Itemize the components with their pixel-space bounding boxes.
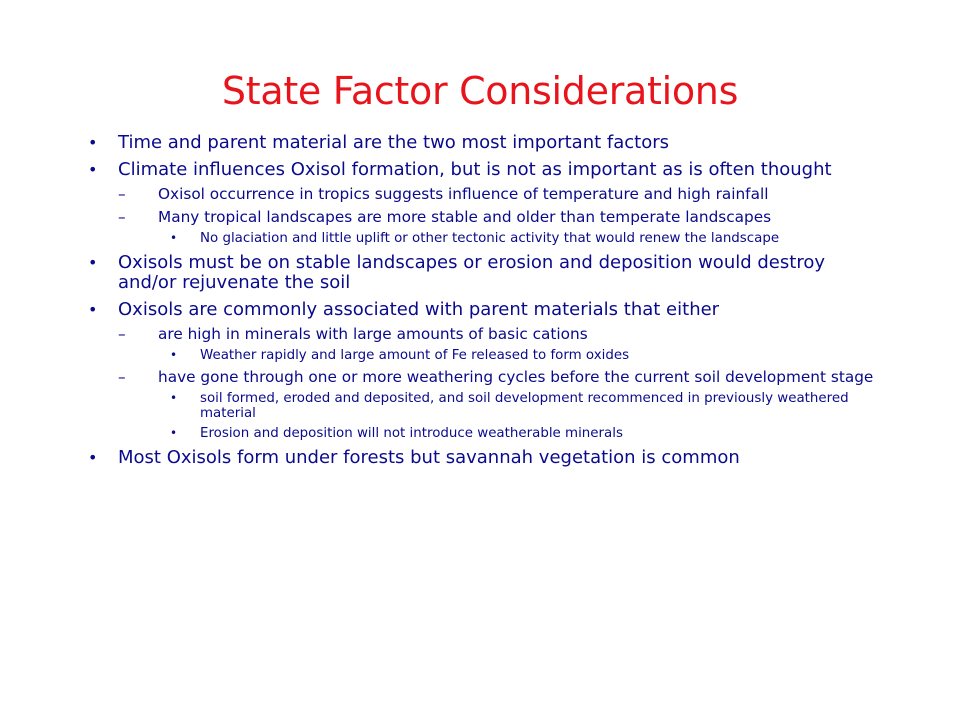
sub-bullet-item — [118, 186, 878, 203]
bullet-marker: • — [88, 300, 98, 319]
bullet-marker: • — [170, 348, 178, 362]
dash-marker: – — [118, 325, 126, 343]
sub-sub-bullet-text: soil formed, eroded and deposited, and soil development recommenced in previously weathered material — [200, 391, 849, 421]
bullet-list — [88, 126, 878, 468]
sub-sub-bullet-item — [170, 231, 878, 246]
sub-sub-bullet-item — [170, 391, 878, 421]
bullet-text: Oxisols must be on stable landscapes or erosion and deposition would destroy and/or rejuvenate the soil — [118, 252, 825, 293]
bullet-marker: • — [88, 253, 98, 272]
sub-bullet-item — [118, 369, 878, 386]
bullet-marker: • — [170, 231, 178, 245]
bullet-item — [88, 133, 878, 153]
dash-marker: – — [118, 185, 126, 203]
sub-sub-bullet-item — [170, 426, 878, 441]
sub-bullet-text: Many tropical landscapes are more stable and older than temperate landscapes — [158, 208, 772, 226]
dash-marker: – — [118, 208, 126, 226]
bullet-text: Climate influences Oxisol formation, but is not as important as is often thought — [118, 159, 832, 180]
bullet-marker: • — [88, 448, 98, 467]
sub-bullet-item — [118, 209, 878, 226]
sub-sub-bullet-text: No glaciation and little uplift or other tectonic activity that would renew the landscape — [200, 231, 780, 246]
slide-title: State Factor Considerations — [221, 69, 739, 113]
bullet-text: Most Oxisols form under forests but savannah vegetation is common — [118, 447, 740, 468]
bullet-marker: • — [88, 160, 98, 179]
bullet-item — [88, 300, 878, 320]
sub-bullet-item — [118, 326, 878, 343]
bullet-marker: • — [170, 391, 178, 405]
sub-bullet-text: Oxisol occurrence in tropics suggests influence of temperature and high rainfall — [158, 185, 769, 203]
sub-sub-bullet-text: Erosion and deposition will not introduce weatherable minerals — [200, 426, 623, 441]
sub-bullet-text: have gone through one or more weathering cycles before the current soil development stage — [158, 368, 874, 386]
sub-bullet-text: are high in minerals with large amounts of basic cations — [158, 325, 588, 343]
bullet-item — [88, 253, 878, 293]
bullet-item — [88, 160, 878, 180]
bullet-text: Time and parent material are the two most important factors — [118, 132, 670, 153]
sub-sub-bullet-text: Weather rapidly and large amount of Fe released to form oxides — [200, 348, 630, 363]
bullet-marker: • — [88, 133, 98, 152]
sub-sub-bullet-item — [170, 348, 878, 363]
bullet-item — [88, 448, 878, 468]
bullet-text: Oxisols are commonly associated with parent materials that either — [118, 299, 720, 320]
dash-marker: – — [118, 368, 126, 386]
bullet-marker: • — [170, 426, 178, 440]
